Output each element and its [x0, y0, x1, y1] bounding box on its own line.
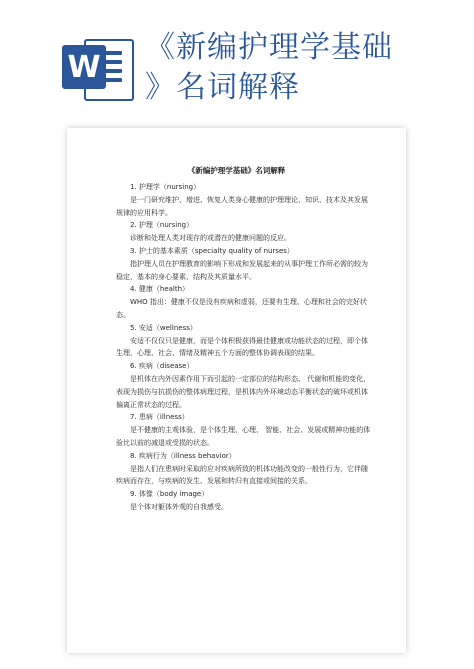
entry-heading: 4. 健康（health） [130, 285, 190, 294]
entry-text: 是机体在内外因素作用下而引起的一定部位的结构形态、 代谢和机能的变化，表现为损伤与抗损伤的整体病理过程，是机体内外环境动态平衡状态的破坏或机体偏离正常状态的过程。 [116, 374, 371, 409]
banner-title [145, 28, 465, 108]
banner-title-line2: 》名词解释 [145, 70, 300, 105]
entry-heading: 8. 疾病行为（illness behavior） [130, 451, 236, 460]
entry-heading: 9. 体像（body image） [130, 490, 209, 499]
document-banner [0, 0, 474, 125]
entry-text: 是个体对躯体外观的自我感受。 [130, 502, 228, 511]
entry-heading: 1. 护理学（nursing） [130, 183, 201, 191]
entry-heading: 2. 护理（nursing） [130, 221, 194, 230]
document-page [67, 128, 406, 653]
word-icon [62, 33, 132, 105]
entry-text: 是指人们在患病时采取的应对疾病所致的机体功能改变的一般性行为，它伴随疾病而存在，与疾病的发生、发展和转归有直接或间接的关系。 [116, 464, 368, 486]
entry-text: 是一门研究维护、增进、恢复人类身心健康的护理理论、知识、技术及其发展规律的应用科学。 [116, 195, 368, 217]
entry-heading: 5. 安适（wellness） [130, 323, 197, 332]
banner-title-line1: 《新编护理学基础 [145, 30, 393, 65]
document-title: 《新编护理学基础》名词解释 [187, 166, 286, 175]
entry-text: 是不健康的主观体验，是个体生理、心理、 智能、社会、发展或精神功能的体验比以前的减退或受损的状态。 [116, 426, 371, 447]
entry-text: 诊断和处理人类对现存的或潜在的健康问题的反应。 [130, 234, 291, 243]
document-body [116, 181, 371, 514]
entry-text: WHO 指出：健康不仅是没有疾病和虚弱，还要有生理、心理和社会的完好状态。 [116, 298, 367, 319]
entry-heading: 7. 患病（illness） [130, 413, 189, 422]
entry-text: 指护理人员在护理教育的影响下形成和发展起来的从事护理工作所必需的较为稳定、基本的身心要素、结构及其质量水平。 [116, 259, 368, 281]
entry-heading: 6. 疾病（disease） [130, 362, 194, 371]
entry-text: 安适不仅仅只是健康，而是个体积极获得最佳健康或功能状态的过程，即个体生理、心理、社会、情绪及精神五个方面的整体协调表现的结果。 [116, 336, 368, 358]
word-logo-letter: W [62, 45, 106, 89]
entry-heading: 3. 护士的基本素质（specialty quality of nurses） [130, 246, 294, 255]
